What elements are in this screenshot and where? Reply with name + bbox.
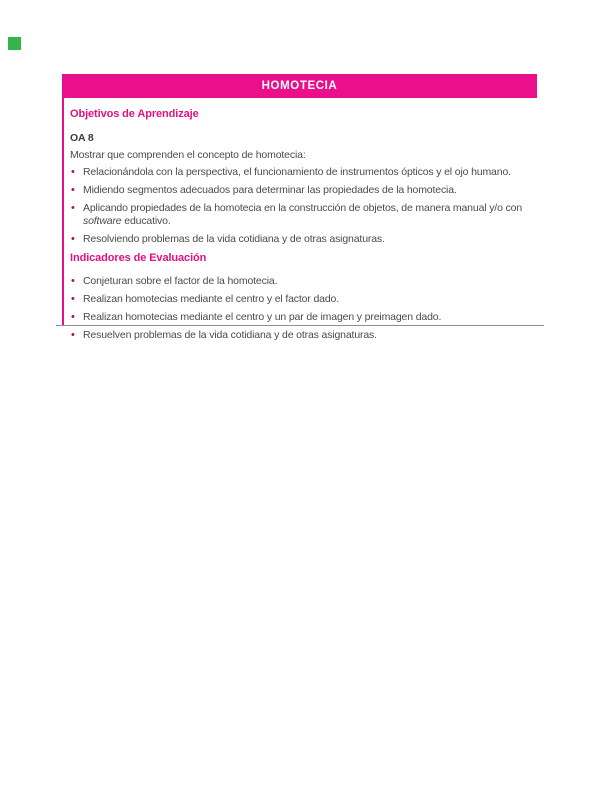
list-item [70,275,540,288]
indicadores-heading: Indicadores de Evaluación [70,252,207,264]
list-item [70,184,540,197]
list-item-text: Conjeturan sobre el factor de la homotecia. [83,275,278,287]
oa-code: OA 8 [70,132,94,144]
list-item-text-post: educativo. [121,215,171,227]
indicadores-bullet-list [70,275,540,342]
list-item-text: Realizan homotecias mediante el centro y un par de imagen y preimagen dado. [83,311,442,323]
content-area [70,104,540,347]
list-item-text-italic: software [83,215,122,227]
list-item-text: Resuelven problemas de la vida cotidiana y de otras asignaturas. [83,329,377,341]
list-item-text: Relacionándola con la perspectiva, el funcionamiento de instrumentos ópticos y el ojo humano. [83,166,511,178]
list-item-text-pre: Aplicando propiedades de la homotecia en la construcción de objetos, de manera manual y/o con [83,202,523,214]
list-item [70,166,540,179]
title-banner [62,74,537,98]
objetivos-bullet-list [70,166,540,246]
list-item-text: Resolviendo problemas de la vida cotidiana y de otras asignaturas. [83,233,385,245]
page-title: HOMOTECIA [261,80,338,92]
objetivos-intro: Mostrar que comprenden el concepto de homotecia: [70,149,306,161]
list-item [70,233,540,246]
list-item [70,202,540,228]
list-item-text: Realizan homotecias mediante el centro y el factor dado. [83,293,339,305]
list-item [70,293,540,306]
list-item [70,311,540,324]
green-square-marker [8,37,21,50]
list-item [70,329,540,342]
left-accent-rule [62,98,64,326]
objetivos-heading: Objetivos de Aprendizaje [70,108,199,120]
list-item-text: Midiendo segmentos adecuados para determinar las propiedades de la homotecia. [83,184,457,196]
